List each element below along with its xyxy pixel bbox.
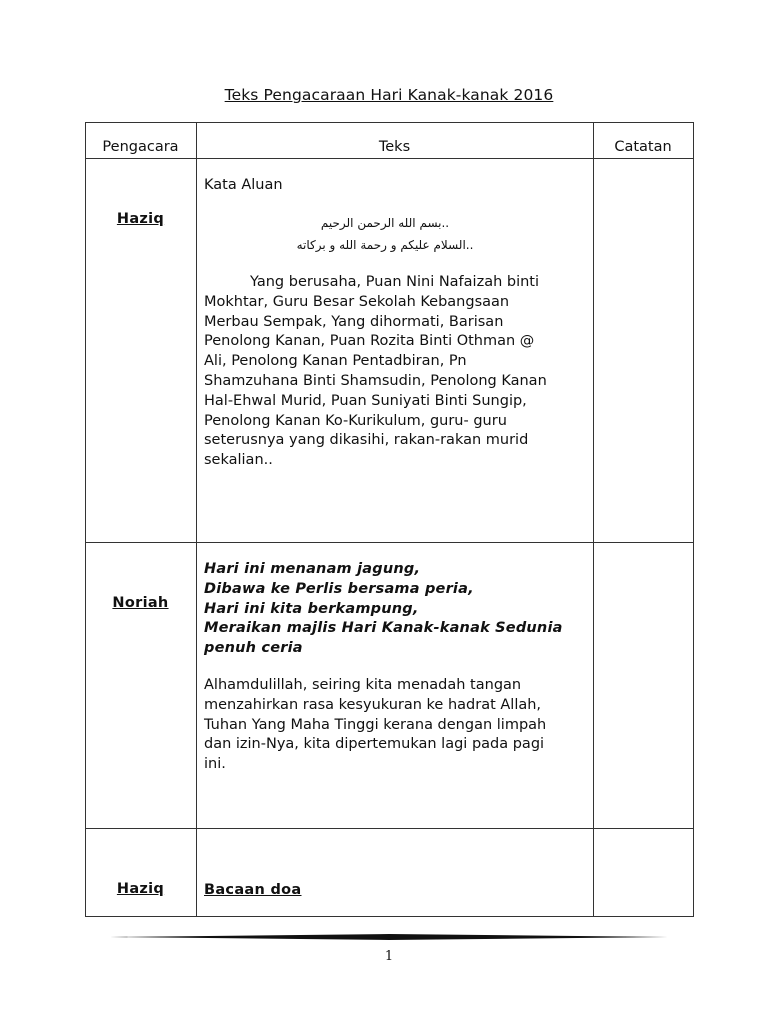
doc-title: Teks Pengacaraan Hari Kanak-kanak 2016 [224, 86, 554, 104]
body-line: seterusnya yang dikasihi, rakan-rakan murid [204, 432, 529, 449]
body-line: Hal-Ehwal Murid, Puan Suniyati Binti Sungip, [204, 392, 527, 409]
table-border-left [85, 122, 86, 917]
row-3-presenter: Haziq [116, 881, 165, 897]
header-presenter: Pengacara [102, 139, 179, 155]
row-2-presenter: Noriah [112, 595, 169, 611]
footer-divider [110, 934, 668, 940]
table-border-top [85, 122, 694, 123]
header-notes: Catatan [614, 139, 672, 155]
script-table [85, 122, 694, 917]
header-text: Teks [378, 139, 411, 155]
body-line: sekalian.. [204, 452, 273, 469]
column-divider-1 [196, 122, 197, 917]
row-3-heading: Bacaan doa [204, 882, 302, 898]
column-divider-2 [593, 122, 594, 917]
body-line: Mokhtar, Guru Besar Sekolah Kebangsaan [204, 293, 510, 310]
body-line: Ali, Penolong Kanan Pentadbiran, Pn [204, 353, 467, 370]
row-divider-2 [85, 828, 694, 829]
table-border-bottom [85, 916, 694, 917]
body-line: Penolong Kanan, Puan Rozita Binti Othman @ [204, 333, 535, 350]
pantun-line: Hari ini kita berkampung, [204, 600, 419, 617]
row-1-heading: Kata Aluan [204, 177, 283, 193]
pantun-line: Dibawa ke Perlis bersama peria, [204, 580, 474, 597]
body-line: Tuhan Yang Maha Tinggi kerana dengan limpah [204, 716, 547, 733]
row-2-body [204, 676, 584, 775]
pantun-line: Meraikan majlis Hari Kanak-kanak Sedunia [204, 620, 563, 637]
body-line: ini. [204, 756, 226, 773]
body-line: Shamzuhana Binti Shamsudin, Penolong Kanan [204, 372, 547, 389]
row-1-presenter: Haziq [116, 211, 165, 227]
row-2-pantun [204, 560, 584, 659]
header-divider [85, 158, 694, 159]
row-1-body [204, 273, 584, 471]
page-number: 1 [384, 949, 394, 964]
row-1-arabic-salam: ..السلام عليكم و رحمة الله و بركاته [296, 238, 474, 252]
body-line: Penolong Kanan Ko-Kurikulum, guru- guru [204, 412, 507, 429]
body-line: dan izin-Nya, kita dipertemukan lagi pada pagi [204, 736, 545, 753]
pantun-line: Hari ini menanam jagung, [204, 561, 421, 577]
pantun-line: penuh ceria [204, 640, 303, 657]
body-line: menzahirkan rasa kesyukuran ke hadrat Allah, [204, 696, 542, 713]
body-line: Alhamdulillah, seiring kita menadah tangan [204, 677, 522, 693]
body-line: Merbau Sempak, Yang dihormati, Barisan [204, 313, 504, 330]
body-line: Yang berusaha, Puan Nini Nafaizah binti [250, 274, 540, 290]
row-divider-1 [85, 542, 694, 543]
row-1-arabic-basmala: ..بسم الله الرحمن الرحيم [320, 216, 450, 230]
table-border-right [693, 122, 694, 917]
